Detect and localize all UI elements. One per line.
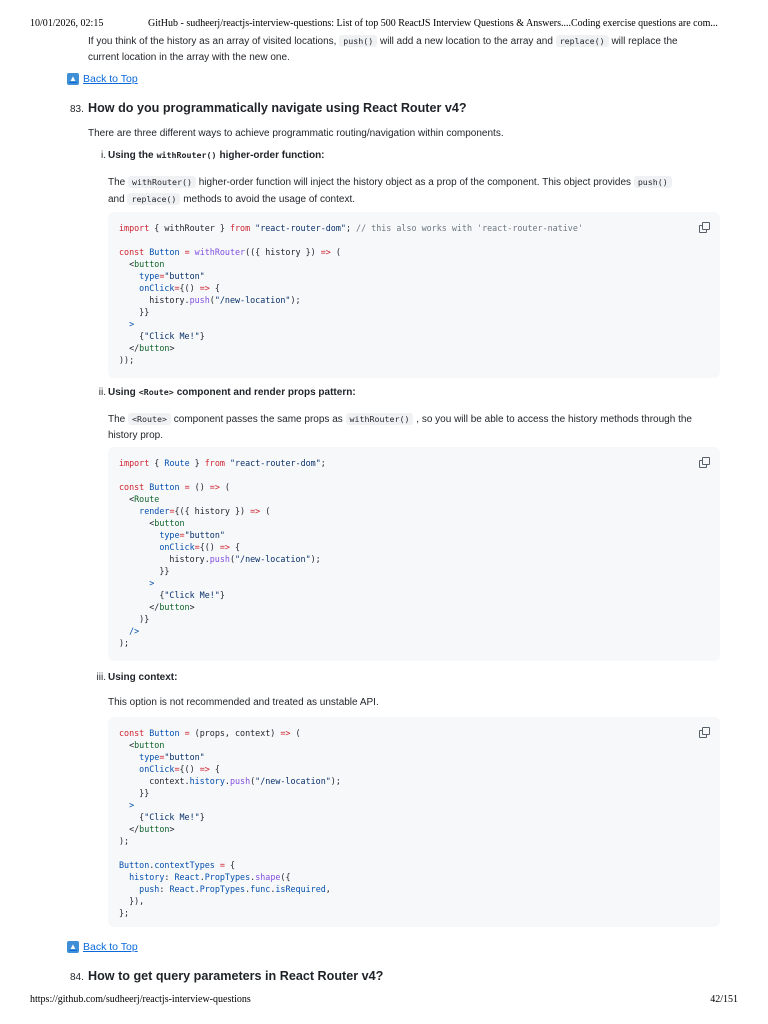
history-paragraph-line-2: current location in the array with the new one. — [88, 52, 290, 63]
print-header — [30, 18, 745, 29]
method-3-description: This option is not recommended and treated as unstable API. — [108, 697, 379, 708]
method-3-heading: iii. Using context: — [96, 672, 178, 683]
copy-icon[interactable] — [699, 222, 710, 233]
history-paragraph — [88, 33, 718, 66]
code-content: import { Route } from "react-router-dom"; const Button = () => ( <Route render={({ history }) => ( <button type="button" onClick={() => { history.push("/new-location"); }} > {"Click Me!"} </button> )} /> ); — [119, 458, 326, 648]
print-page-number: 42/151 — [710, 994, 738, 1005]
question-83-intro: There are three different ways to achieve programmatic routing/navigation within components. — [88, 128, 504, 139]
question-title: How to get query parameters in React Router v4? — [88, 969, 384, 983]
back-to-top-link[interactable] — [67, 73, 138, 85]
back-to-top-label: Back to Top — [83, 73, 138, 85]
arrow-up-icon: ▲ — [67, 73, 79, 85]
inline-code-replace: replace() — [556, 35, 609, 47]
method-2-description: The <Route> component passes the same props as withRouter() , so you will be able to access the history methods through the history prop. — [108, 414, 692, 441]
code-block-with-router — [108, 212, 720, 378]
back-to-top-label: Back to Top — [83, 941, 138, 953]
copy-icon[interactable] — [699, 457, 710, 468]
question-83-heading — [70, 101, 467, 115]
question-number: 84. — [70, 972, 84, 983]
method-1-heading: i. Using the withRouter() higher-order function: — [101, 150, 325, 161]
copy-icon[interactable] — [699, 727, 710, 738]
print-title: GitHub - sudheerj/reactjs-interview-questions: List of top 500 ReactJS Interview Questions & Answers....Coding exercise questions are com... — [148, 18, 718, 29]
method-1-description: The withRouter() higher-order function will inject the history object as a prop of the component. This object provides push() and replace() methods to avoid the usage of context. — [108, 174, 723, 208]
code-content: const Button = (props, context) => ( <button type="button" onClick={() => { context.history.push("/new-location"); }} > {"Click Me!"} </button> ); Button.contextTypes = { history: React.PropTypes.shape({ push: React.PropTypes.func.isRequired, }), }; — [119, 728, 341, 918]
arrow-up-icon: ▲ — [67, 941, 79, 953]
code-block-route-render-props — [108, 447, 720, 661]
question-number: 83. — [70, 104, 84, 115]
print-url: https://github.com/sudheerj/reactjs-interview-questions — [30, 994, 251, 1005]
print-footer — [30, 994, 738, 1005]
question-title: How do you programmatically navigate using React Router v4? — [88, 101, 467, 115]
code-content: import { withRouter } from "react-router-dom"; // this also works with 'react-router-native' const Button = withRouter(({ history }) => ( <button type="button" onClick={() => { history.push("/new-location"); }} > {"Click Me!"} </button> )); — [119, 223, 583, 365]
back-to-top-link[interactable] — [67, 941, 138, 953]
question-84-heading — [70, 969, 383, 983]
method-2-heading: ii. Using <Route> component and render props pattern: — [98, 387, 356, 398]
inline-code-push: push() — [339, 35, 377, 47]
print-timestamp: 10/01/2026, 02:15 — [30, 18, 104, 29]
code-block-context — [108, 717, 720, 927]
history-paragraph-line-1: If you think of the history as an array of visited locations, push() will add a new location to the array and replace() will replace the — [88, 36, 678, 47]
